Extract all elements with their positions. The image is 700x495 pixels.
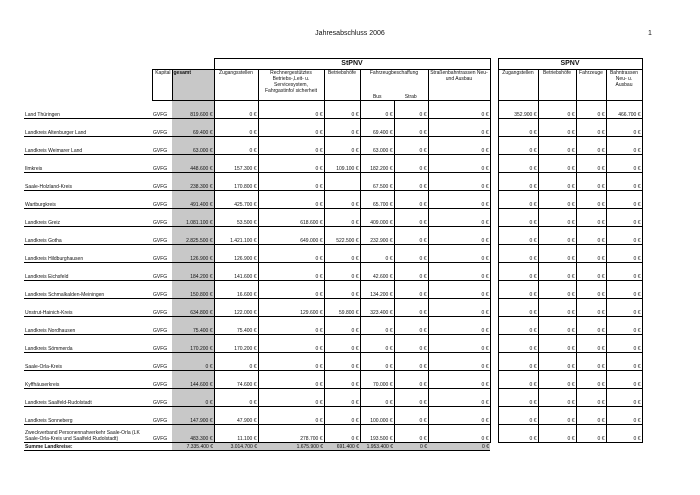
col-gesamt: gesamt	[172, 70, 214, 101]
row-kapital: GVFG	[152, 173, 172, 191]
table-row	[24, 335, 642, 353]
row-cell: 0 €	[576, 407, 606, 425]
row-cell: 352.900 €	[498, 101, 538, 119]
row-cell: 0 €	[538, 317, 576, 335]
row-cell: 232.900 €	[360, 227, 394, 245]
row-cell: 65.700 €	[360, 191, 394, 209]
row-cell: 0 €	[538, 191, 576, 209]
row-gesamt: 448.600 €	[172, 155, 214, 173]
row-cell: 170.800 €	[214, 173, 258, 191]
row-cell: 0 €	[428, 425, 490, 443]
row-cell: 0 €	[538, 263, 576, 281]
row-cell: 0 €	[498, 155, 538, 173]
row-cell: 0 €	[324, 425, 360, 443]
row-cell: 0 €	[394, 137, 428, 155]
table-row	[24, 353, 642, 371]
row-kapital: GVFG	[152, 353, 172, 371]
row-cell: 0 €	[538, 281, 576, 299]
row-name: Kyffhäuserkreis	[24, 371, 152, 389]
row-cell: 0 €	[258, 245, 324, 263]
row-gesamt: 1.081.100 €	[172, 209, 214, 227]
row-cell: 1.421.100 €	[214, 227, 258, 245]
row-cell: 63.000 €	[360, 137, 394, 155]
row-cell: 0 €	[538, 119, 576, 137]
row-cell: 0 €	[606, 191, 642, 209]
row-cell: 0 €	[394, 425, 428, 443]
table-row	[24, 119, 642, 137]
row-cell: 0 €	[606, 407, 642, 425]
row-cell: 0 €	[214, 101, 258, 119]
row-cell: 0 €	[324, 335, 360, 353]
row-name: Land Thüringen	[24, 101, 152, 119]
row-cell: 0 €	[258, 389, 324, 407]
row-cell: 0 €	[576, 119, 606, 137]
row-cell: 0 €	[606, 317, 642, 335]
row-cell: 0 €	[394, 119, 428, 137]
row-cell: 0 €	[258, 173, 324, 191]
row-kapital: GVFG	[152, 209, 172, 227]
row-cell: 126.900 €	[214, 245, 258, 263]
row-cell: 0 €	[428, 209, 490, 227]
row-name: Wartburgkreis	[24, 191, 152, 209]
row-cell: 0 €	[538, 389, 576, 407]
row-cell: 0 €	[324, 119, 360, 137]
row-kapital: GVFG	[152, 191, 172, 209]
row-cell: 0 €	[394, 173, 428, 191]
row-cell: 53.500 €	[214, 209, 258, 227]
row-cell: 409.000 €	[360, 209, 394, 227]
row-cell: 0 €	[428, 353, 490, 371]
row-cell: 0 €	[538, 353, 576, 371]
row-cell: 0 €	[498, 227, 538, 245]
row-gesamt: 147.900 €	[172, 407, 214, 425]
row-cell: 0 €	[428, 407, 490, 425]
row-cell: 0 €	[394, 317, 428, 335]
col-rechner: Rechnergestütztes Betriebs-,Leit- u. Servicesystem, Fahrgastinfo/ sicherheit	[258, 70, 324, 101]
row-cell: 0 €	[498, 407, 538, 425]
row-cell: 0 €	[258, 191, 324, 209]
row-cell: 0 €	[360, 317, 394, 335]
row-cell: 0 €	[258, 137, 324, 155]
summary-cell: 0 €	[428, 443, 490, 451]
col-fahrzeugbeschaffung-label: Fahrzeugbeschaffung	[369, 70, 419, 76]
summary-cell: 691.400 €	[324, 443, 360, 451]
row-cell: 0 €	[258, 155, 324, 173]
row-cell: 0 €	[214, 119, 258, 137]
row-cell: 0 €	[394, 101, 428, 119]
row-gesamt: 184.200 €	[172, 263, 214, 281]
row-cell: 0 €	[360, 101, 394, 119]
row-cell: 0 €	[324, 371, 360, 389]
col-bus: Bus	[372, 94, 382, 100]
table-row	[24, 191, 642, 209]
row-cell: 0 €	[428, 335, 490, 353]
row-cell: 0 €	[258, 101, 324, 119]
row-name: Landkreis Saalfeld-Rudolstadt	[24, 389, 152, 407]
row-cell: 0 €	[576, 209, 606, 227]
row-cell: 193.500 €	[360, 425, 394, 443]
row-cell: 0 €	[258, 335, 324, 353]
row-cell: 0 €	[394, 281, 428, 299]
row-cell: 0 €	[258, 281, 324, 299]
row-gesamt: 238.300 €	[172, 173, 214, 191]
table-row	[24, 281, 642, 299]
row-cell: 0 €	[498, 263, 538, 281]
row-kapital: GVFG	[152, 335, 172, 353]
row-cell: 0 €	[606, 155, 642, 173]
row-cell: 522.500 €	[324, 227, 360, 245]
row-cell: 0 €	[576, 191, 606, 209]
row-kapital: GVFG	[152, 281, 172, 299]
table-row	[24, 371, 642, 389]
row-gesamt: 0 €	[172, 353, 214, 371]
table-row	[24, 227, 642, 245]
col-spnv-bahntrassen: Bahntrassen Neu- u. Ausbau	[606, 70, 642, 101]
row-cell: 0 €	[324, 389, 360, 407]
row-cell: 0 €	[538, 407, 576, 425]
row-cell: 0 €	[394, 353, 428, 371]
row-cell: 0 €	[576, 389, 606, 407]
row-kapital: GVFG	[152, 263, 172, 281]
row-cell: 0 €	[428, 371, 490, 389]
summary-cell: 1.953.400 €	[360, 443, 394, 451]
table-row	[24, 101, 642, 119]
row-name: Landkreis Schmalkalden-Meiningen	[24, 281, 152, 299]
col-kapital: Kapital	[152, 70, 172, 101]
row-cell: 0 €	[360, 389, 394, 407]
row-name: Landkreis Weimarer Land	[24, 137, 152, 155]
row-kapital: GVFG	[152, 245, 172, 263]
row-kapital: GVFG	[152, 407, 172, 425]
table-row	[24, 407, 642, 425]
row-cell: 0 €	[394, 263, 428, 281]
row-cell: 323.400 €	[360, 299, 394, 317]
row-cell: 141.600 €	[214, 263, 258, 281]
row-gesamt: 170.200 €	[172, 335, 214, 353]
row-cell: 0 €	[576, 281, 606, 299]
row-cell: 0 €	[538, 335, 576, 353]
row-cell: 0 €	[606, 299, 642, 317]
row-cell: 0 €	[214, 137, 258, 155]
summary-row	[24, 443, 642, 451]
row-cell: 0 €	[576, 137, 606, 155]
row-cell: 0 €	[394, 299, 428, 317]
summary-cell: 0 €	[394, 443, 428, 451]
row-cell: 0 €	[576, 155, 606, 173]
row-cell: 182.200 €	[360, 155, 394, 173]
row-cell: 0 €	[606, 389, 642, 407]
summary-cell: 3.014.700 €	[214, 443, 258, 451]
row-cell: 0 €	[576, 245, 606, 263]
row-cell: 0 €	[428, 263, 490, 281]
row-name: Landkreis Gotha	[24, 227, 152, 245]
row-kapital: GVFG	[152, 119, 172, 137]
row-cell: 0 €	[428, 173, 490, 191]
row-cell: 0 €	[498, 191, 538, 209]
row-cell: 0 €	[606, 335, 642, 353]
row-cell: 0 €	[498, 317, 538, 335]
row-cell: 466.700 €	[606, 101, 642, 119]
row-gesamt: 634.800 €	[172, 299, 214, 317]
row-cell: 0 €	[576, 353, 606, 371]
row-cell: 0 €	[538, 227, 576, 245]
row-cell: 0 €	[428, 245, 490, 263]
row-name: Saale-Holzland-Kreis	[24, 173, 152, 191]
column-header-row	[24, 70, 642, 101]
row-cell: 70.000 €	[360, 371, 394, 389]
row-name: Landkreis Nordhausen	[24, 317, 152, 335]
row-cell: 0 €	[606, 227, 642, 245]
row-cell: 0 €	[606, 245, 642, 263]
row-cell: 0 €	[576, 425, 606, 443]
table-row	[24, 245, 642, 263]
row-cell: 0 €	[428, 227, 490, 245]
row-cell: 0 €	[498, 353, 538, 371]
row-cell: 0 €	[606, 137, 642, 155]
row-cell: 0 €	[258, 119, 324, 137]
row-kapital: GVFG	[152, 389, 172, 407]
row-cell: 134.200 €	[360, 281, 394, 299]
row-gesamt: 63.000 €	[172, 137, 214, 155]
table-row	[24, 173, 642, 191]
row-cell: 0 €	[576, 227, 606, 245]
row-cell: 0 €	[214, 389, 258, 407]
row-cell: 0 €	[576, 263, 606, 281]
row-cell: 0 €	[324, 191, 360, 209]
table-row	[24, 137, 642, 155]
row-cell: 69.400 €	[360, 119, 394, 137]
row-cell: 0 €	[394, 191, 428, 209]
row-cell: 0 €	[538, 371, 576, 389]
row-cell: 0 €	[606, 425, 642, 443]
row-cell: 16.600 €	[214, 281, 258, 299]
row-name: Landkreis Greiz	[24, 209, 152, 227]
summary-label: Summe Landkreise:	[24, 443, 172, 451]
col-betriebshoefe: Betriebshöfe	[324, 70, 360, 101]
row-cell: 0 €	[428, 281, 490, 299]
row-name: Ilmkreis	[24, 155, 152, 173]
table-row	[24, 263, 642, 281]
row-kapital: GVFG	[152, 101, 172, 119]
row-gesamt: 69.400 €	[172, 119, 214, 137]
row-cell: 0 €	[324, 353, 360, 371]
row-cell: 0 €	[606, 173, 642, 191]
row-cell: 0 €	[538, 173, 576, 191]
row-cell: 11.100 €	[214, 425, 258, 443]
row-cell: 0 €	[428, 137, 490, 155]
col-spnv-zugangstellen: Zugangstellen	[498, 70, 538, 101]
page-title: Jahresabschluss 2006	[315, 30, 385, 37]
row-cell: 0 €	[258, 371, 324, 389]
row-cell: 129.600 €	[258, 299, 324, 317]
row-cell: 618.600 €	[258, 209, 324, 227]
section-stpnv: StPNV	[214, 59, 490, 70]
row-cell: 0 €	[576, 101, 606, 119]
row-cell: 0 €	[258, 317, 324, 335]
row-cell: 42.600 €	[360, 263, 394, 281]
row-cell: 0 €	[498, 335, 538, 353]
row-cell: 0 €	[214, 353, 258, 371]
row-cell: 0 €	[498, 389, 538, 407]
row-cell: 59.800 €	[324, 299, 360, 317]
row-cell: 0 €	[538, 245, 576, 263]
col-fahrzeugbeschaffung	[360, 70, 428, 101]
row-name: Landkreis Hildburghausen	[24, 245, 152, 263]
row-kapital: GVFG	[152, 155, 172, 173]
col-strab: Strab	[404, 94, 417, 100]
row-cell: 0 €	[324, 209, 360, 227]
row-cell	[324, 173, 360, 191]
row-cell: 0 €	[606, 263, 642, 281]
row-cell: 0 €	[428, 389, 490, 407]
row-cell: 74.600 €	[214, 371, 258, 389]
row-cell: 122.000 €	[214, 299, 258, 317]
row-gesamt: 75.400 €	[172, 317, 214, 335]
row-name: Landkreis Sonneberg	[24, 407, 152, 425]
row-gesamt: 0 €	[172, 389, 214, 407]
row-cell: 0 €	[394, 227, 428, 245]
row-cell: 0 €	[258, 263, 324, 281]
row-kapital: GVFG	[152, 227, 172, 245]
row-cell: 0 €	[394, 335, 428, 353]
row-cell: 425.700 €	[214, 191, 258, 209]
row-cell: 0 €	[324, 245, 360, 263]
row-cell: 0 €	[428, 191, 490, 209]
row-cell: 0 €	[576, 317, 606, 335]
row-kapital: GVFG	[152, 425, 172, 443]
row-cell: 0 €	[360, 335, 394, 353]
row-cell: 0 €	[498, 281, 538, 299]
row-cell: 278.700 €	[258, 425, 324, 443]
row-cell: 0 €	[258, 407, 324, 425]
row-cell: 0 €	[324, 101, 360, 119]
table-row	[24, 389, 642, 407]
row-cell: 0 €	[576, 299, 606, 317]
row-gesamt: 126.900 €	[172, 245, 214, 263]
row-cell: 0 €	[258, 353, 324, 371]
summary-gesamt: 7.335.400 €	[172, 443, 214, 451]
col-spnv-fahrzeuge: Fahrzeuge	[576, 70, 606, 101]
row-cell: 0 €	[394, 245, 428, 263]
row-cell: 75.400 €	[214, 317, 258, 335]
row-cell: 170.200 €	[214, 335, 258, 353]
table-row	[24, 209, 642, 227]
row-cell: 0 €	[360, 245, 394, 263]
row-cell: 0 €	[576, 173, 606, 191]
row-cell: 0 €	[324, 407, 360, 425]
row-name: Saale-Orla-Kreis	[24, 353, 152, 371]
budget-table	[24, 58, 643, 451]
row-cell: 0 €	[498, 137, 538, 155]
row-name: Landkreis Eichsfeld	[24, 263, 152, 281]
col-strassenbahntrassen: Straßenbahntrassen Neu- und Ausbau	[428, 70, 490, 101]
row-cell: 0 €	[606, 353, 642, 371]
row-gesamt: 819.600 €	[172, 101, 214, 119]
table-row	[24, 317, 642, 335]
row-cell: 0 €	[428, 299, 490, 317]
row-cell: 0 €	[360, 353, 394, 371]
row-cell: 0 €	[394, 389, 428, 407]
row-kapital: GVFG	[152, 299, 172, 317]
row-cell: 0 €	[576, 371, 606, 389]
row-cell: 0 €	[324, 263, 360, 281]
row-cell: 0 €	[606, 209, 642, 227]
row-cell: 0 €	[428, 155, 490, 173]
row-gesamt: 144.600 €	[172, 371, 214, 389]
row-cell: 0 €	[324, 317, 360, 335]
row-cell: 0 €	[498, 119, 538, 137]
row-cell: 0 €	[606, 371, 642, 389]
row-cell: 0 €	[428, 101, 490, 119]
row-cell: 0 €	[498, 245, 538, 263]
page-number: 1	[648, 30, 652, 37]
row-gesamt: 483.300 €	[172, 425, 214, 443]
table-row	[24, 155, 642, 173]
row-cell: 109.100 €	[324, 155, 360, 173]
row-cell: 0 €	[324, 137, 360, 155]
row-name: Landkreis Sömmerda	[24, 335, 152, 353]
table-row	[24, 299, 642, 317]
row-kapital: GVFG	[152, 371, 172, 389]
row-cell: 0 €	[394, 155, 428, 173]
row-kapital: GVFG	[152, 317, 172, 335]
row-cell: 67.500 €	[360, 173, 394, 191]
row-cell: 0 €	[498, 371, 538, 389]
row-name: Unstrut-Hainich-Kreis	[24, 299, 152, 317]
row-cell: 0 €	[394, 209, 428, 227]
row-name: Zweckverband Personennahverkehr Saale-Orla (LK Saale-Orla-Kreis und Saalfeld Rudolstadt)	[24, 425, 152, 443]
row-gesamt: 150.800 €	[172, 281, 214, 299]
row-cell: 0 €	[538, 425, 576, 443]
col-zugangsstellen: Zugangsstellen	[214, 70, 258, 101]
row-cell: 0 €	[538, 155, 576, 173]
row-name: Landkreis Altenburger Land	[24, 119, 152, 137]
summary-cell: 1.675.900 €	[258, 443, 324, 451]
row-gesamt: 2.825.500 €	[172, 227, 214, 245]
section-header-row	[24, 59, 642, 70]
row-cell: 0 €	[394, 371, 428, 389]
row-cell: 0 €	[428, 317, 490, 335]
row-cell: 157.300 €	[214, 155, 258, 173]
row-cell: 0 €	[498, 425, 538, 443]
row-cell: 0 €	[606, 119, 642, 137]
row-cell: 0 €	[538, 101, 576, 119]
row-cell: 0 €	[324, 281, 360, 299]
table-row	[24, 425, 642, 443]
row-gesamt: 491.400 €	[172, 191, 214, 209]
row-cell: 0 €	[394, 407, 428, 425]
row-cell: 0 €	[498, 299, 538, 317]
row-cell: 0 €	[498, 173, 538, 191]
col-spnv-betriebshoefe: Betriebshöfe	[538, 70, 576, 101]
row-cell: 0 €	[428, 119, 490, 137]
row-cell: 47.900 €	[214, 407, 258, 425]
row-cell: 0 €	[576, 335, 606, 353]
row-cell: 0 €	[606, 281, 642, 299]
row-cell: 100.000 €	[360, 407, 394, 425]
row-kapital: GVFG	[152, 137, 172, 155]
row-cell: 0 €	[498, 209, 538, 227]
section-spnv: SPNV	[498, 59, 642, 70]
row-cell: 649.000 €	[258, 227, 324, 245]
row-cell: 0 €	[538, 137, 576, 155]
row-cell: 0 €	[538, 299, 576, 317]
row-cell: 0 €	[538, 209, 576, 227]
